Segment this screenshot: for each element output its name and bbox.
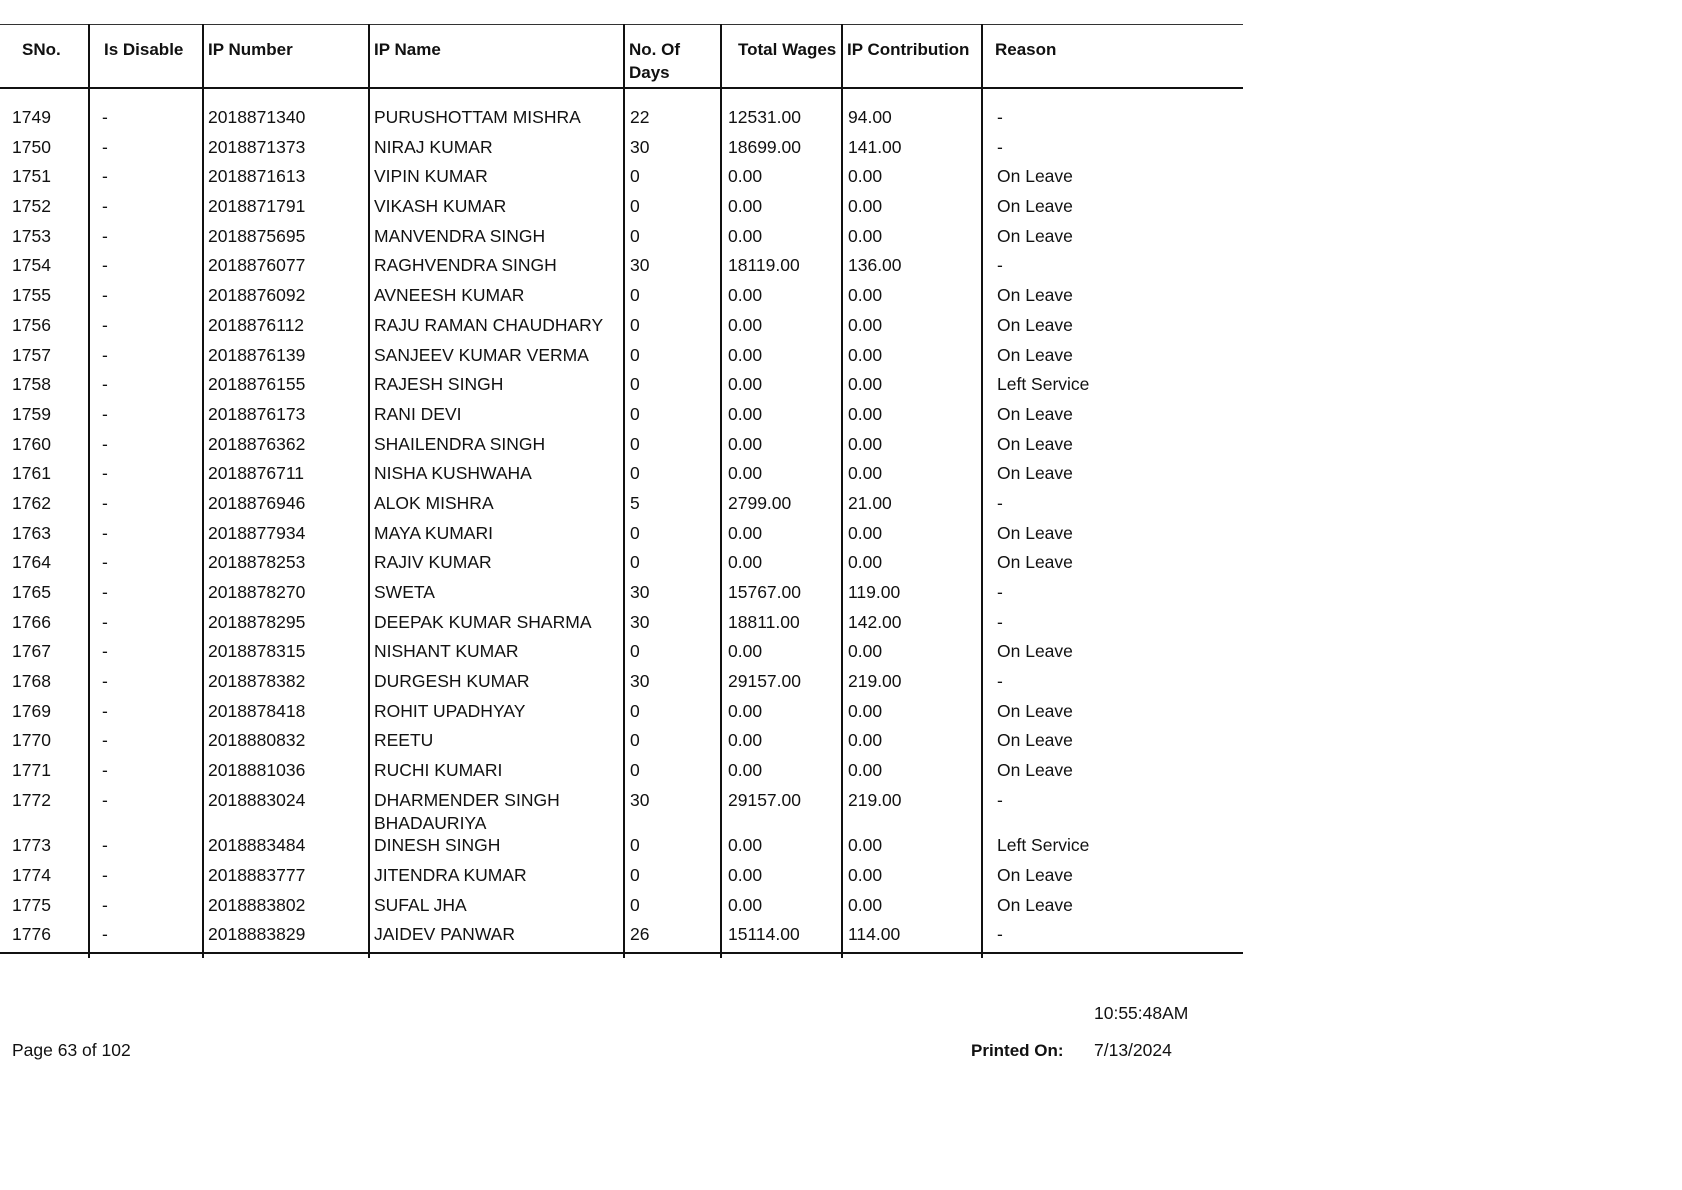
tail-cell xyxy=(369,953,624,958)
cell-ip-contribution: 0.00 xyxy=(842,551,982,581)
cell-days: 0 xyxy=(624,195,721,225)
cell-ip-number: 2018878295 xyxy=(203,611,369,641)
cell-ip-name: SANJEEV KUMAR VERMA xyxy=(369,344,624,374)
cell-reason: Left Service xyxy=(982,373,1243,403)
cell-reason: On Leave xyxy=(982,700,1243,730)
header-total-wages: Total Wages xyxy=(721,25,842,89)
report-sheet xyxy=(0,24,1243,958)
cell-days: 30 xyxy=(624,581,721,611)
cell-days: 26 xyxy=(624,923,721,953)
table-row xyxy=(0,864,1243,894)
cell-reason: On Leave xyxy=(982,433,1243,463)
cell-reason: - xyxy=(982,492,1243,522)
cell-ip-number: 2018876092 xyxy=(203,284,369,314)
cell-reason: - xyxy=(982,611,1243,641)
cell-ip-name: JAIDEV PANWAR xyxy=(369,923,624,953)
table-row xyxy=(0,433,1243,463)
cell-ip-name: REETU xyxy=(369,729,624,759)
cell-ip-name: NIRAJ KUMAR xyxy=(369,136,624,166)
cell-sno: 1771 xyxy=(12,760,51,781)
cell-ip-contribution: 0.00 xyxy=(842,894,982,924)
cell-total-wages: 2799.00 xyxy=(721,492,842,522)
table-row xyxy=(0,314,1243,344)
cell-days: 0 xyxy=(624,700,721,730)
cell-ip-contribution: 219.00 xyxy=(842,670,982,700)
cell-total-wages: 0.00 xyxy=(721,225,842,255)
cell-ip-contribution: 0.00 xyxy=(842,284,982,314)
cell-days: 5 xyxy=(624,492,721,522)
cell-reason: On Leave xyxy=(982,864,1243,894)
cell-sno: 1758 xyxy=(12,374,51,395)
table-row xyxy=(0,522,1243,552)
cell-ip-contribution: 0.00 xyxy=(842,195,982,225)
cell-reason: Left Service xyxy=(982,834,1243,864)
cell-sno: 1762 xyxy=(12,492,51,513)
printed-on-label: Printed On: xyxy=(971,1041,1064,1060)
cell-is-disable: - xyxy=(89,789,203,835)
cell-reason: - xyxy=(982,789,1243,835)
cell-is-disable: - xyxy=(89,254,203,284)
cell-ip-name: SUFAL JHA xyxy=(369,894,624,924)
cell-ip-number: 2018883777 xyxy=(203,864,369,894)
cell-ip-contribution: 94.00 xyxy=(842,106,982,136)
cell-reason: - xyxy=(982,923,1243,953)
table-row xyxy=(0,373,1243,403)
cell-ip-name: DHARMENDER SINGH BHADAURIYA xyxy=(369,789,624,835)
header-days: No. Of Days xyxy=(624,25,721,89)
cell-total-wages: 0.00 xyxy=(721,894,842,924)
cell-is-disable: - xyxy=(89,551,203,581)
cell-ip-number: 2018876155 xyxy=(203,373,369,403)
table-row xyxy=(0,403,1243,433)
tail-cell xyxy=(842,953,982,958)
cell-sno: 1774 xyxy=(12,865,51,886)
cell-reason: - xyxy=(982,106,1243,136)
cell-ip-number: 2018876077 xyxy=(203,254,369,284)
cell-days: 30 xyxy=(624,136,721,166)
cell-days: 0 xyxy=(624,373,721,403)
cell-ip-name: ALOK MISHRA xyxy=(369,492,624,522)
cell-total-wages: 0.00 xyxy=(721,640,842,670)
cell-reason: On Leave xyxy=(982,894,1243,924)
cell-days: 0 xyxy=(624,403,721,433)
cell-ip-contribution: 0.00 xyxy=(842,522,982,552)
cell-ip-number: 2018876112 xyxy=(203,314,369,344)
cell-sno: 1765 xyxy=(12,582,51,602)
tail-cell xyxy=(203,953,369,958)
cell-reason: - xyxy=(982,670,1243,700)
cell-sno: 1770 xyxy=(12,730,51,751)
spacer-cell xyxy=(624,88,721,106)
cell-ip-number: 2018876946 xyxy=(203,492,369,522)
header-reason: Reason xyxy=(982,25,1243,89)
cell-ip-number: 2018876362 xyxy=(203,433,369,463)
cell-ip-number: 2018881036 xyxy=(203,759,369,789)
table-row xyxy=(0,834,1243,864)
cell-sno: 1755 xyxy=(12,285,51,306)
cell-days: 0 xyxy=(624,834,721,864)
cell-is-disable: - xyxy=(89,106,203,136)
cell-is-disable: - xyxy=(89,700,203,730)
spacer-cell xyxy=(982,88,1243,106)
table-row xyxy=(0,700,1243,730)
tail-cell xyxy=(624,953,721,958)
cell-is-disable: - xyxy=(89,611,203,641)
cell-reason: On Leave xyxy=(982,640,1243,670)
cell-total-wages: 29157.00 xyxy=(721,670,842,700)
cell-reason: On Leave xyxy=(982,195,1243,225)
cell-ip-contribution: 141.00 xyxy=(842,136,982,166)
cell-total-wages: 0.00 xyxy=(721,700,842,730)
header-ip-name: IP Name xyxy=(369,25,624,89)
cell-days: 0 xyxy=(624,640,721,670)
cell-reason: On Leave xyxy=(982,462,1243,492)
cell-sno: 1754 xyxy=(12,255,51,276)
cell-days: 0 xyxy=(624,759,721,789)
cell-days: 0 xyxy=(624,729,721,759)
cell-ip-contribution: 0.00 xyxy=(842,729,982,759)
table-row xyxy=(0,894,1243,924)
cell-ip-number: 2018875695 xyxy=(203,225,369,255)
cell-days: 0 xyxy=(624,522,721,552)
cell-sno: 1757 xyxy=(12,344,51,365)
cell-is-disable: - xyxy=(89,729,203,759)
cell-sno: 1776 xyxy=(0,923,89,953)
cell-ip-contribution: 119.00 xyxy=(842,581,982,611)
cell-ip-contribution: 219.00 xyxy=(842,789,982,835)
contribution-table xyxy=(0,24,1243,958)
cell-total-wages: 12531.00 xyxy=(721,106,842,136)
tail-cell xyxy=(721,953,842,958)
table-row xyxy=(0,225,1243,255)
cell-sno: 1767 xyxy=(12,641,51,662)
cell-is-disable: - xyxy=(89,195,203,225)
cell-total-wages: 0.00 xyxy=(721,759,842,789)
cell-ip-number: 2018877934 xyxy=(203,522,369,552)
table-row xyxy=(0,551,1243,581)
cell-days: 0 xyxy=(624,462,721,492)
cell-ip-number: 2018871373 xyxy=(203,136,369,166)
cell-is-disable: - xyxy=(89,522,203,552)
cell-ip-number: 2018871340 xyxy=(203,106,369,136)
header-is-disable: Is Disable xyxy=(89,25,203,89)
cell-total-wages: 0.00 xyxy=(721,403,842,433)
table-row xyxy=(0,670,1243,700)
cell-ip-name: DINESH SINGH xyxy=(369,834,624,864)
cell-total-wages: 0.00 xyxy=(721,344,842,374)
cell-sno: 1749 xyxy=(12,107,51,127)
cell-sno: 1756 xyxy=(12,314,51,335)
cell-days: 0 xyxy=(624,284,721,314)
table-row xyxy=(0,344,1243,374)
cell-reason: On Leave xyxy=(982,729,1243,759)
cell-sno: 1775 xyxy=(12,894,51,915)
page-number: Page 63 of 102 xyxy=(12,1040,131,1060)
cell-ip-number: 2018878418 xyxy=(203,700,369,730)
cell-total-wages: 0.00 xyxy=(721,864,842,894)
cell-is-disable: - xyxy=(89,225,203,255)
cell-ip-name: DURGESH KUMAR xyxy=(369,670,624,700)
cell-ip-name: RAGHVENDRA SINGH xyxy=(369,254,624,284)
cell-ip-name: NISHA KUSHWAHA xyxy=(369,462,624,492)
table-row xyxy=(0,195,1243,225)
spacer-cell xyxy=(721,88,842,106)
table-row xyxy=(0,106,1243,136)
cell-ip-contribution: 0.00 xyxy=(842,462,982,492)
cell-total-wages: 0.00 xyxy=(721,314,842,344)
spacer-cell xyxy=(89,88,203,106)
cell-ip-name: VIKASH KUMAR xyxy=(369,195,624,225)
spacer-cell xyxy=(369,88,624,106)
cell-reason: On Leave xyxy=(982,344,1243,374)
cell-total-wages: 0.00 xyxy=(721,165,842,195)
cell-total-wages: 15767.00 xyxy=(721,581,842,611)
header-spacer-row xyxy=(0,88,1243,106)
cell-ip-name: SWETA xyxy=(369,581,624,611)
spacer-cell xyxy=(842,88,982,106)
tail-cell xyxy=(89,953,203,958)
cell-ip-name: AVNEESH KUMAR xyxy=(369,284,624,314)
cell-days: 0 xyxy=(624,864,721,894)
cell-ip-name: RAJIV KUMAR xyxy=(369,551,624,581)
table-row xyxy=(0,789,1243,835)
cell-ip-number: 2018871791 xyxy=(203,195,369,225)
cell-is-disable: - xyxy=(89,403,203,433)
table-row xyxy=(0,611,1243,641)
cell-ip-contribution: 0.00 xyxy=(842,314,982,344)
cell-ip-contribution: 114.00 xyxy=(842,923,982,953)
table-row xyxy=(0,462,1243,492)
cell-total-wages: 18699.00 xyxy=(721,136,842,166)
cell-sno: 1753 xyxy=(12,225,51,246)
cell-ip-name: RAJU RAMAN CHAUDHARY xyxy=(369,314,624,344)
cell-reason: On Leave xyxy=(982,551,1243,581)
cell-ip-name: JITENDRA KUMAR xyxy=(369,864,624,894)
cell-ip-number: 2018878270 xyxy=(203,581,369,611)
cell-total-wages: 0.00 xyxy=(721,551,842,581)
cell-days: 0 xyxy=(624,225,721,255)
cell-ip-number: 2018878253 xyxy=(203,551,369,581)
cell-days: 0 xyxy=(624,433,721,463)
cell-ip-number: 2018876711 xyxy=(203,462,369,492)
cell-reason: On Leave xyxy=(982,314,1243,344)
tail-cell xyxy=(0,953,89,958)
spacer-cell xyxy=(203,88,369,106)
cell-ip-contribution: 0.00 xyxy=(842,700,982,730)
cell-reason: On Leave xyxy=(982,759,1243,789)
cell-days: 0 xyxy=(624,551,721,581)
cell-sno: 1769 xyxy=(12,700,51,721)
cell-days: 0 xyxy=(624,894,721,924)
cell-days: 22 xyxy=(624,106,721,136)
table-row xyxy=(0,640,1243,670)
cell-sno: 1768 xyxy=(12,671,51,692)
cell-ip-name: RANI DEVI xyxy=(369,403,624,433)
cell-total-wages: 29157.00 xyxy=(721,789,842,835)
cell-ip-number: 2018878315 xyxy=(203,640,369,670)
cell-is-disable: - xyxy=(89,314,203,344)
cell-is-disable: - xyxy=(89,864,203,894)
cell-ip-contribution: 0.00 xyxy=(842,403,982,433)
cell-total-wages: 0.00 xyxy=(721,195,842,225)
cell-ip-name: MANVENDRA SINGH xyxy=(369,225,624,255)
cell-ip-number: 2018876173 xyxy=(203,403,369,433)
cell-is-disable: - xyxy=(89,759,203,789)
header-ip-contribution: IP Contribution xyxy=(842,25,982,89)
table-header-row xyxy=(0,25,1243,89)
cell-sno: 1760 xyxy=(12,433,51,454)
cell-sno: 1752 xyxy=(12,196,51,217)
cell-ip-contribution: 136.00 xyxy=(842,254,982,284)
cell-is-disable: - xyxy=(89,492,203,522)
cell-total-wages: 0.00 xyxy=(721,284,842,314)
cell-total-wages: 18811.00 xyxy=(721,611,842,641)
table-row xyxy=(0,923,1243,953)
cell-ip-name: DEEPAK KUMAR SHARMA xyxy=(369,611,624,641)
cell-is-disable: - xyxy=(89,670,203,700)
cell-days: 0 xyxy=(624,314,721,344)
cell-is-disable: - xyxy=(89,344,203,374)
cell-ip-contribution: 0.00 xyxy=(842,373,982,403)
cell-total-wages: 0.00 xyxy=(721,433,842,463)
cell-ip-number: 2018883802 xyxy=(203,894,369,924)
cell-sno: 1766 xyxy=(12,611,51,632)
cell-ip-contribution: 0.00 xyxy=(842,344,982,374)
table-row xyxy=(0,165,1243,195)
cell-days: 30 xyxy=(624,670,721,700)
table-row xyxy=(0,492,1243,522)
cell-ip-name: PURUSHOTTAM MISHRA xyxy=(369,106,624,136)
printed-on-date: 7/13/2024 xyxy=(1094,1040,1172,1060)
cell-days: 30 xyxy=(624,611,721,641)
cell-sno: 1750 xyxy=(12,136,51,157)
cell-sno: 1764 xyxy=(12,552,51,573)
cell-is-disable: - xyxy=(89,581,203,611)
cell-reason: - xyxy=(982,254,1243,284)
cell-ip-name: MAYA KUMARI xyxy=(369,522,624,552)
cell-ip-name: NISHANT KUMAR xyxy=(369,640,624,670)
table-row xyxy=(0,136,1243,166)
cell-ip-contribution: 0.00 xyxy=(842,225,982,255)
table-row xyxy=(0,254,1243,284)
cell-ip-contribution: 21.00 xyxy=(842,492,982,522)
cell-ip-number: 2018883484 xyxy=(203,834,369,864)
cell-ip-number: 2018880832 xyxy=(203,729,369,759)
cell-ip-number: 2018871613 xyxy=(203,165,369,195)
cell-sno: 1763 xyxy=(12,522,51,543)
cell-ip-number: 2018876139 xyxy=(203,344,369,374)
cell-reason: - xyxy=(982,581,1243,611)
cell-reason: On Leave xyxy=(982,225,1243,255)
cell-total-wages: 0.00 xyxy=(721,462,842,492)
spacer-cell xyxy=(0,88,89,106)
cell-sno: 1759 xyxy=(12,403,51,424)
cell-sno: 1751 xyxy=(12,166,51,187)
cell-sno: 1761 xyxy=(12,463,51,484)
cell-is-disable: - xyxy=(89,165,203,195)
print-time: 10:55:48AM xyxy=(1094,1003,1189,1023)
cell-reason: On Leave xyxy=(982,165,1243,195)
cell-ip-contribution: 0.00 xyxy=(842,864,982,894)
cell-days: 0 xyxy=(624,165,721,195)
cell-is-disable: - xyxy=(89,894,203,924)
table-row xyxy=(0,581,1243,611)
cell-days: 30 xyxy=(624,254,721,284)
cell-total-wages: 18119.00 xyxy=(721,254,842,284)
cell-sno: 1772 xyxy=(12,789,51,810)
cell-is-disable: - xyxy=(89,373,203,403)
cell-is-disable: - xyxy=(89,136,203,166)
cell-ip-name: VIPIN KUMAR xyxy=(369,165,624,195)
cell-ip-name: RUCHI KUMARI xyxy=(369,759,624,789)
cell-reason: On Leave xyxy=(982,522,1243,552)
cell-is-disable: - xyxy=(89,433,203,463)
cell-ip-name: RAJESH SINGH xyxy=(369,373,624,403)
cell-is-disable: - xyxy=(89,640,203,670)
cell-ip-contribution: 0.00 xyxy=(842,834,982,864)
table-row xyxy=(0,759,1243,789)
cell-ip-contribution: 142.00 xyxy=(842,611,982,641)
cell-reason: On Leave xyxy=(982,403,1243,433)
cell-ip-name: SHAILENDRA SINGH xyxy=(369,433,624,463)
cell-is-disable: - xyxy=(89,284,203,314)
table-tail-row xyxy=(0,953,1243,958)
cell-is-disable: - xyxy=(89,834,203,864)
cell-ip-contribution: 0.00 xyxy=(842,759,982,789)
cell-total-wages: 0.00 xyxy=(721,729,842,759)
cell-ip-number: 2018883829 xyxy=(203,923,369,953)
cell-reason: On Leave xyxy=(982,284,1243,314)
cell-total-wages: 0.00 xyxy=(721,373,842,403)
cell-ip-contribution: 0.00 xyxy=(842,640,982,670)
header-sno: SNo. xyxy=(0,25,89,89)
cell-days: 30 xyxy=(624,789,721,835)
cell-ip-contribution: 0.00 xyxy=(842,165,982,195)
cell-sno: 1773 xyxy=(12,835,51,856)
table-row xyxy=(0,729,1243,759)
cell-is-disable: - xyxy=(89,923,203,953)
cell-ip-name: ROHIT UPADHYAY xyxy=(369,700,624,730)
table-body xyxy=(0,88,1243,958)
cell-reason: - xyxy=(982,136,1243,166)
cell-ip-number: 2018883024 xyxy=(203,789,369,835)
cell-ip-contribution: 0.00 xyxy=(842,433,982,463)
cell-total-wages: 0.00 xyxy=(721,834,842,864)
cell-is-disable: - xyxy=(89,462,203,492)
table-row xyxy=(0,284,1243,314)
header-ip-number: IP Number xyxy=(203,25,369,89)
cell-total-wages: 15114.00 xyxy=(721,923,842,953)
cell-total-wages: 0.00 xyxy=(721,522,842,552)
cell-days: 0 xyxy=(624,344,721,374)
tail-cell xyxy=(982,953,1243,958)
cell-ip-number: 2018878382 xyxy=(203,670,369,700)
